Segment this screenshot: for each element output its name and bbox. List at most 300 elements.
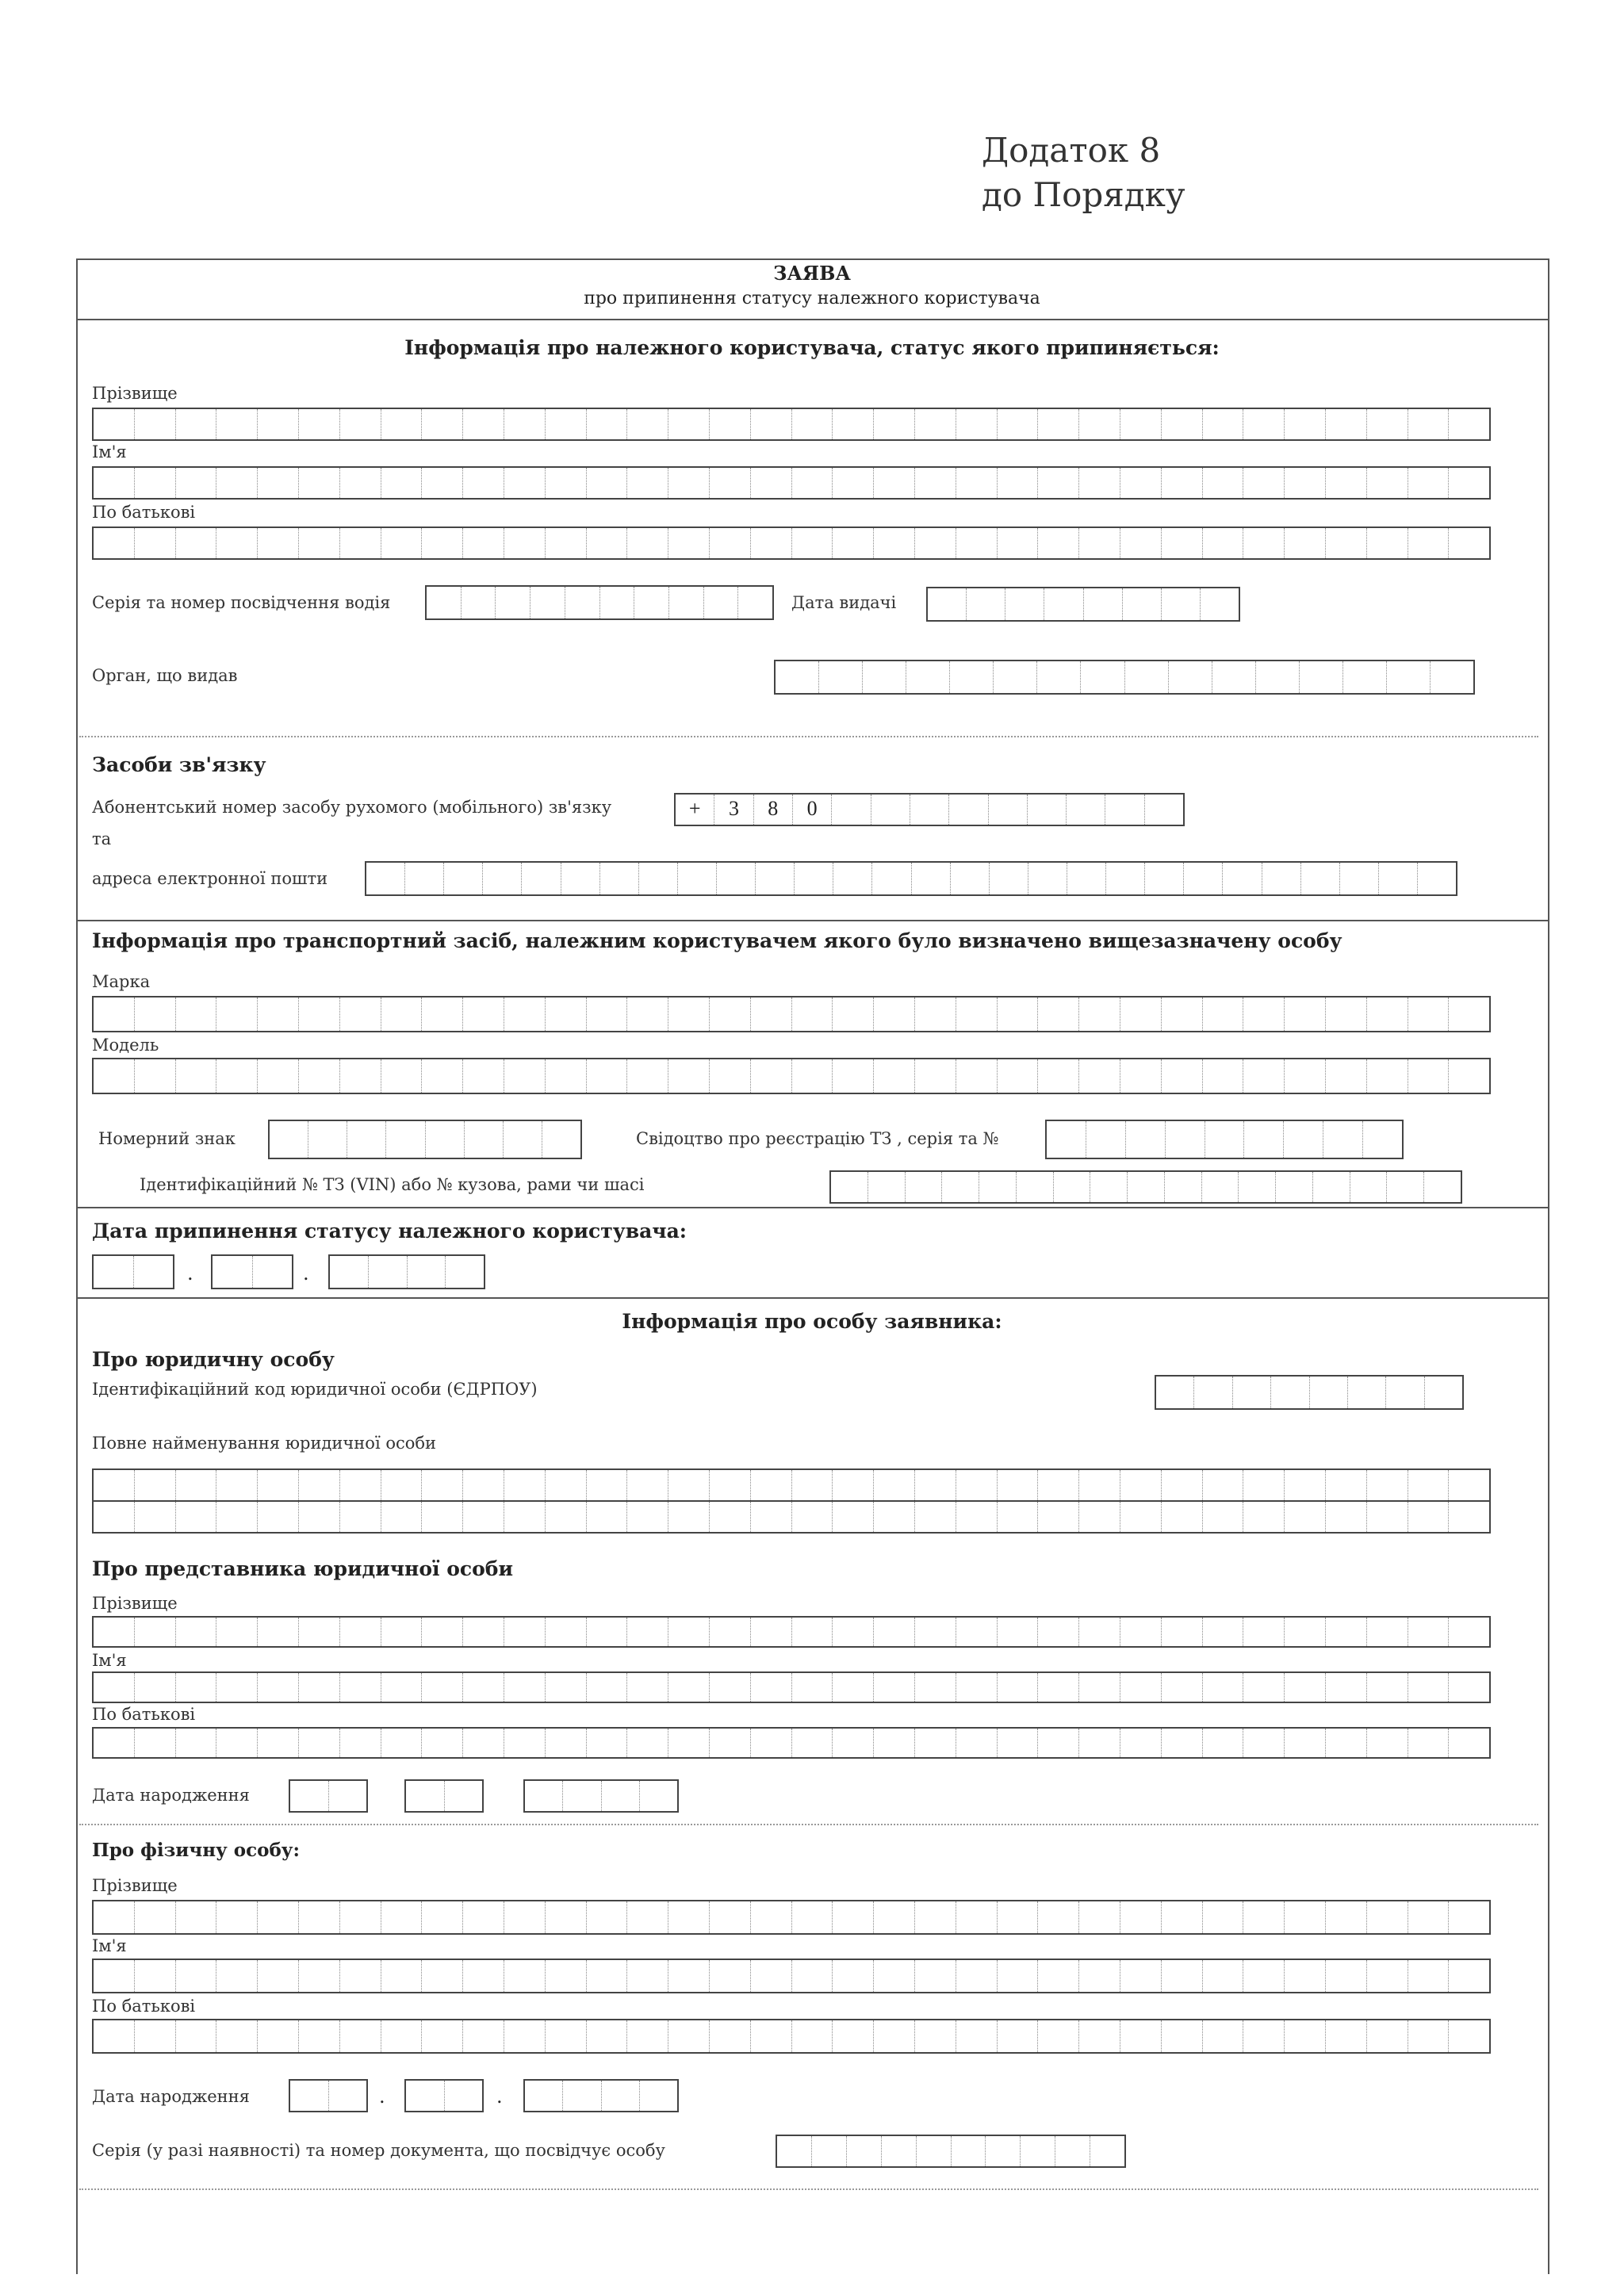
char-cell <box>710 1618 751 1646</box>
char-cell <box>668 468 710 498</box>
p-doc-field[interactable] <box>776 2135 1126 2168</box>
char-cell <box>530 587 565 618</box>
char-cell <box>561 863 600 894</box>
char-cell <box>546 1673 587 1702</box>
char-cell <box>1156 1377 1194 1408</box>
char-cell <box>340 1901 381 1933</box>
char-cell <box>751 2020 792 2052</box>
char-cell <box>882 2136 917 2166</box>
char-cell <box>369 1256 408 1288</box>
char-cell <box>463 1960 504 1992</box>
char-cell <box>874 409 915 439</box>
char-cell <box>792 1470 833 1500</box>
char-cell <box>1212 661 1256 693</box>
char-cell <box>1243 1901 1285 1933</box>
phone-cell: 8 <box>754 795 793 825</box>
char-cell <box>546 997 587 1031</box>
p-birth-label: Дата народження <box>92 2087 250 2106</box>
vin-field[interactable] <box>829 1170 1462 1204</box>
issuer-field[interactable] <box>774 660 1475 695</box>
char-cell <box>94 468 135 498</box>
char-cell <box>381 1618 423 1646</box>
char-cell <box>381 528 423 558</box>
char-cell <box>1038 1729 1079 1757</box>
char-cell <box>1037 661 1081 693</box>
patronymic-field[interactable] <box>92 527 1491 560</box>
char-cell <box>366 863 405 894</box>
char-cell <box>627 468 668 498</box>
char-cell <box>942 1172 979 1202</box>
char-cell <box>1408 1901 1450 1933</box>
char-cell <box>176 1960 217 1992</box>
char-cell <box>258 409 299 439</box>
char-cell <box>134 1256 174 1288</box>
form-title: ЗАЯВА <box>773 262 851 285</box>
char-cell <box>176 2020 217 2052</box>
p-name-label: Ім'я <box>92 1936 127 1955</box>
char-cell <box>1285 409 1326 439</box>
fullname-field-row2[interactable] <box>92 1500 1491 1534</box>
char-cell <box>1162 1059 1203 1093</box>
char-cell <box>956 2020 998 2052</box>
char-cell <box>1079 468 1120 498</box>
patronymic-label: По батькові <box>92 503 196 522</box>
char-cell <box>874 528 915 558</box>
char-cell <box>1079 409 1120 439</box>
rep-surname-field[interactable] <box>92 1616 1491 1648</box>
p-patronymic-field[interactable] <box>92 2019 1491 2054</box>
char-cell <box>967 588 1005 620</box>
char-cell <box>340 468 381 498</box>
char-cell <box>1038 528 1079 558</box>
char-cell <box>998 1470 1039 1500</box>
char-cell <box>1285 1618 1326 1646</box>
phone-cell <box>1028 795 1067 825</box>
char-cell <box>868 1172 906 1202</box>
form-subtitle: про припинення статусу належного користувача <box>584 289 1040 308</box>
char-cell <box>627 1960 668 1992</box>
char-cell <box>422 528 463 558</box>
char-cell <box>94 997 135 1031</box>
phone-label: Абонентський номер засобу рухомого (мобільного) зв'язку <box>92 798 612 817</box>
char-cell <box>1408 468 1450 498</box>
char-cell <box>1285 468 1326 498</box>
date-separator: . <box>187 1262 193 1285</box>
char-cell <box>812 2136 847 2166</box>
rep-birth-month-field[interactable] <box>404 1779 484 1813</box>
termination-heading: Дата припинення статусу належного користувача: <box>92 1220 687 1243</box>
char-cell <box>1243 1470 1285 1500</box>
char-cell <box>1243 1729 1285 1757</box>
char-cell <box>956 1960 998 1992</box>
char-cell <box>833 1059 874 1093</box>
char-cell <box>258 2020 299 2052</box>
char-cell <box>176 1618 217 1646</box>
char-cell <box>710 1059 751 1093</box>
char-cell <box>463 997 504 1031</box>
char-cell <box>483 863 522 894</box>
char-cell <box>258 1901 299 1933</box>
edrpou-field[interactable] <box>1155 1375 1464 1410</box>
char-cell <box>347 1121 386 1158</box>
char-cell <box>525 2081 563 2111</box>
p-birth-day-field[interactable] <box>289 2079 368 2112</box>
char-cell <box>422 1729 463 1757</box>
char-cell <box>463 1901 504 1933</box>
char-cell <box>135 528 176 558</box>
char-cell <box>710 409 751 439</box>
char-cell <box>956 1502 998 1532</box>
char-cell <box>751 468 792 498</box>
surname-field[interactable] <box>92 408 1491 441</box>
char-cell <box>874 2020 915 2052</box>
char-cell <box>668 1502 710 1532</box>
user-section-heading: Інформація про належного користувача, статус якого припиняється: <box>404 336 1220 359</box>
char-cell <box>340 1673 381 1702</box>
char-cell <box>94 1502 135 1532</box>
char-cell <box>795 863 833 894</box>
char-cell <box>1203 409 1244 439</box>
char-cell <box>874 1901 915 1933</box>
char-cell <box>792 1618 833 1646</box>
char-cell <box>94 1960 135 1992</box>
char-cell <box>792 997 833 1031</box>
char-cell <box>587 1502 628 1532</box>
termination-month-field[interactable] <box>211 1254 293 1289</box>
char-cell <box>1194 1377 1232 1408</box>
char-cell <box>135 1059 176 1093</box>
annex-line1: Додаток 8 <box>982 131 1161 170</box>
char-cell <box>1326 1618 1367 1646</box>
phone-cell <box>949 795 988 825</box>
char-cell <box>1162 528 1203 558</box>
char-cell <box>463 1470 504 1500</box>
char-cell <box>258 1502 299 1532</box>
char-cell <box>956 1470 998 1500</box>
char-cell <box>463 528 504 558</box>
char-cell <box>1262 863 1301 894</box>
p-surname-field[interactable] <box>92 1900 1491 1935</box>
char-cell <box>546 1901 587 1933</box>
rep-birth-label: Дата народження <box>92 1786 250 1805</box>
fullname-field-row1[interactable] <box>92 1468 1491 1502</box>
char-cell <box>1300 661 1343 693</box>
char-cell <box>998 1059 1039 1093</box>
char-cell <box>979 1172 1017 1202</box>
char-cell <box>1090 1172 1128 1202</box>
char-cell <box>1326 997 1367 1031</box>
char-cell <box>1367 1618 1408 1646</box>
issue-date-field[interactable] <box>926 587 1240 622</box>
char-cell <box>668 997 710 1031</box>
char-cell <box>1090 2136 1124 2166</box>
char-cell <box>1285 997 1326 1031</box>
char-cell <box>94 1059 135 1093</box>
char-cell <box>444 863 483 894</box>
char-cell <box>546 1960 587 1992</box>
email-field[interactable] <box>365 861 1457 896</box>
char-cell <box>1343 661 1387 693</box>
char-cell <box>915 1901 956 1933</box>
char-cell <box>426 1121 465 1158</box>
char-cell <box>710 2020 751 2052</box>
char-cell <box>998 1960 1039 1992</box>
char-cell <box>1047 1121 1086 1158</box>
char-cell <box>1284 1121 1323 1158</box>
char-cell <box>587 1729 628 1757</box>
char-cell <box>874 1470 915 1500</box>
char-cell <box>751 1901 792 1933</box>
and-label: та <box>92 829 112 848</box>
char-cell <box>1340 863 1379 894</box>
char-cell <box>422 2020 463 2052</box>
char-cell <box>1169 661 1212 693</box>
char-cell <box>1367 468 1408 498</box>
char-cell <box>1054 1172 1091 1202</box>
char-cell <box>381 1729 423 1757</box>
char-cell <box>751 528 792 558</box>
cert-label: Свідоцтво про реєстрацію ТЗ , серія та № <box>636 1129 999 1148</box>
char-cell <box>381 1673 423 1702</box>
char-cell <box>833 1960 874 1992</box>
char-cell <box>258 1618 299 1646</box>
email-label: адреса електронної пошти <box>92 869 328 888</box>
char-cell <box>546 468 587 498</box>
model-field[interactable] <box>92 1058 1491 1094</box>
char-cell <box>874 1059 915 1093</box>
char-cell <box>1243 1502 1285 1532</box>
char-cell <box>1367 1673 1408 1702</box>
char-cell <box>1367 2020 1408 2052</box>
cert-field[interactable] <box>1045 1120 1404 1159</box>
char-cell <box>1038 1618 1079 1646</box>
char-cell <box>915 528 956 558</box>
char-cell <box>1079 1901 1120 1933</box>
char-cell <box>776 661 819 693</box>
char-cell <box>135 2020 176 2052</box>
char-cell <box>1326 468 1367 498</box>
char-cell <box>216 1960 258 1992</box>
char-cell <box>1120 2020 1162 2052</box>
p-birth-year-field[interactable] <box>523 2079 679 2112</box>
char-cell <box>1367 1960 1408 1992</box>
name-field[interactable] <box>92 466 1491 500</box>
char-cell <box>1323 1121 1363 1158</box>
char-cell <box>1162 1960 1203 1992</box>
license-field[interactable] <box>425 585 774 620</box>
char-cell <box>463 1059 504 1093</box>
char-cell <box>1386 1377 1424 1408</box>
char-cell <box>874 1729 915 1757</box>
char-cell <box>1120 1729 1162 1757</box>
phone-cell <box>910 795 949 825</box>
char-cell <box>627 528 668 558</box>
char-cell <box>1387 1172 1424 1202</box>
char-cell <box>546 2020 587 2052</box>
char-cell <box>258 528 299 558</box>
char-cell <box>1271 1377 1309 1408</box>
char-cell <box>176 528 217 558</box>
char-cell <box>1285 1470 1326 1500</box>
char-cell <box>422 1059 463 1093</box>
char-cell <box>1233 1377 1271 1408</box>
p-name-field[interactable] <box>92 1959 1491 1993</box>
char-cell <box>290 2081 329 2111</box>
char-cell <box>1086 1121 1126 1158</box>
char-cell <box>504 997 546 1031</box>
char-cell <box>1079 2020 1120 2052</box>
char-cell <box>522 863 561 894</box>
char-cell <box>1449 997 1489 1031</box>
char-cell <box>627 1729 668 1757</box>
char-cell <box>994 661 1037 693</box>
vehicle-heading: Інформація про транспортний засіб, належним користувачем якого було визначено вищезазначену особу <box>92 929 1342 952</box>
char-cell <box>668 1470 710 1500</box>
char-cell <box>777 2136 812 2166</box>
char-cell <box>1285 1960 1326 1992</box>
char-cell <box>1326 528 1367 558</box>
char-cell <box>1203 1502 1244 1532</box>
termination-day-field[interactable] <box>92 1254 174 1289</box>
char-cell <box>1285 1901 1326 1933</box>
fullname-label: Повне найменування юридичної особи <box>92 1434 437 1453</box>
char-cell <box>751 1059 792 1093</box>
rep-birth-day-field[interactable] <box>289 1779 368 1813</box>
char-cell <box>422 1673 463 1702</box>
char-cell <box>756 863 795 894</box>
char-cell <box>751 1618 792 1646</box>
phone-field[interactable] <box>674 793 1185 826</box>
issuer-label: Орган, що видав <box>92 666 238 685</box>
char-cell <box>1079 997 1120 1031</box>
char-cell <box>340 528 381 558</box>
char-cell <box>258 1673 299 1702</box>
char-cell <box>1256 661 1300 693</box>
model-label: Модель <box>92 1036 159 1055</box>
char-cell <box>915 1729 956 1757</box>
char-cell <box>915 2020 956 2052</box>
char-cell <box>668 1059 710 1093</box>
char-cell <box>792 1502 833 1532</box>
char-cell <box>1367 409 1408 439</box>
char-cell <box>998 1618 1039 1646</box>
char-cell <box>600 863 639 894</box>
phone-cell <box>1105 795 1144 825</box>
char-cell <box>1449 528 1489 558</box>
char-cell <box>216 2020 258 2052</box>
char-cell <box>1408 1470 1450 1500</box>
char-cell <box>833 468 874 498</box>
issue-date-label: Дата видачі <box>791 593 897 612</box>
char-cell <box>1123 588 1162 620</box>
char-cell <box>1038 2020 1079 2052</box>
char-cell <box>1367 997 1408 1031</box>
char-cell <box>422 997 463 1031</box>
char-cell <box>504 409 546 439</box>
char-cell <box>833 1470 874 1500</box>
char-cell <box>135 1470 176 1500</box>
char-cell <box>176 468 217 498</box>
char-cell <box>951 863 990 894</box>
char-cell <box>1276 1172 1313 1202</box>
char-cell <box>1120 409 1162 439</box>
char-cell <box>587 997 628 1031</box>
char-cell <box>668 528 710 558</box>
plate-field[interactable] <box>268 1120 582 1159</box>
char-cell <box>1408 1960 1450 1992</box>
char-cell <box>751 1673 792 1702</box>
char-cell <box>216 1901 258 1933</box>
char-cell <box>1202 1172 1239 1202</box>
char-cell <box>915 468 956 498</box>
p-birth-month-field[interactable] <box>404 2079 484 2112</box>
char-cell <box>1367 1729 1408 1757</box>
char-cell <box>1326 1960 1367 1992</box>
char-cell <box>340 409 381 439</box>
char-cell <box>1162 409 1203 439</box>
char-cell <box>330 1256 369 1288</box>
char-cell <box>833 2020 874 2052</box>
char-cell <box>1243 1059 1285 1093</box>
char-cell <box>1350 1172 1388 1202</box>
char-cell <box>1326 2020 1367 2052</box>
char-cell <box>1408 1059 1450 1093</box>
char-cell <box>587 1901 628 1933</box>
char-cell <box>405 863 444 894</box>
char-cell <box>1125 661 1169 693</box>
brand-label: Марка <box>92 972 151 991</box>
char-cell <box>340 1960 381 1992</box>
char-cell <box>1162 468 1203 498</box>
char-cell <box>1425 1377 1462 1408</box>
char-cell <box>1038 1673 1079 1702</box>
char-cell <box>704 587 739 618</box>
rep-name-field[interactable] <box>92 1671 1491 1703</box>
char-cell <box>678 863 717 894</box>
p-surname-label: Прізвище <box>92 1876 178 1895</box>
termination-year-field[interactable] <box>328 1254 485 1289</box>
char-cell <box>1126 1121 1166 1158</box>
char-cell <box>1038 1470 1079 1500</box>
char-cell <box>340 1618 381 1646</box>
char-cell <box>1162 997 1203 1031</box>
char-cell <box>381 409 423 439</box>
char-cell <box>1079 1960 1120 1992</box>
char-cell <box>1162 1729 1203 1757</box>
rep-birth-year-field[interactable] <box>523 1779 679 1813</box>
char-cell <box>135 1673 176 1702</box>
char-cell <box>176 409 217 439</box>
char-cell <box>308 1121 347 1158</box>
char-cell <box>329 1781 367 1811</box>
char-cell <box>381 1901 423 1933</box>
char-cell <box>833 1729 874 1757</box>
char-cell <box>587 1960 628 1992</box>
dotted-divider <box>79 1824 1538 1825</box>
char-cell <box>906 661 950 693</box>
char-cell <box>956 1673 998 1702</box>
char-cell <box>504 1901 546 1933</box>
char-cell <box>874 468 915 498</box>
char-cell <box>1449 2020 1489 2052</box>
char-cell <box>1326 1901 1367 1933</box>
char-cell <box>1162 1618 1203 1646</box>
char-cell <box>176 1059 217 1093</box>
brand-field[interactable] <box>92 996 1491 1032</box>
applicant-heading: Інформація про особу заявника: <box>622 1310 1002 1333</box>
rep-patronymic-field[interactable] <box>92 1727 1491 1759</box>
char-cell <box>135 997 176 1031</box>
